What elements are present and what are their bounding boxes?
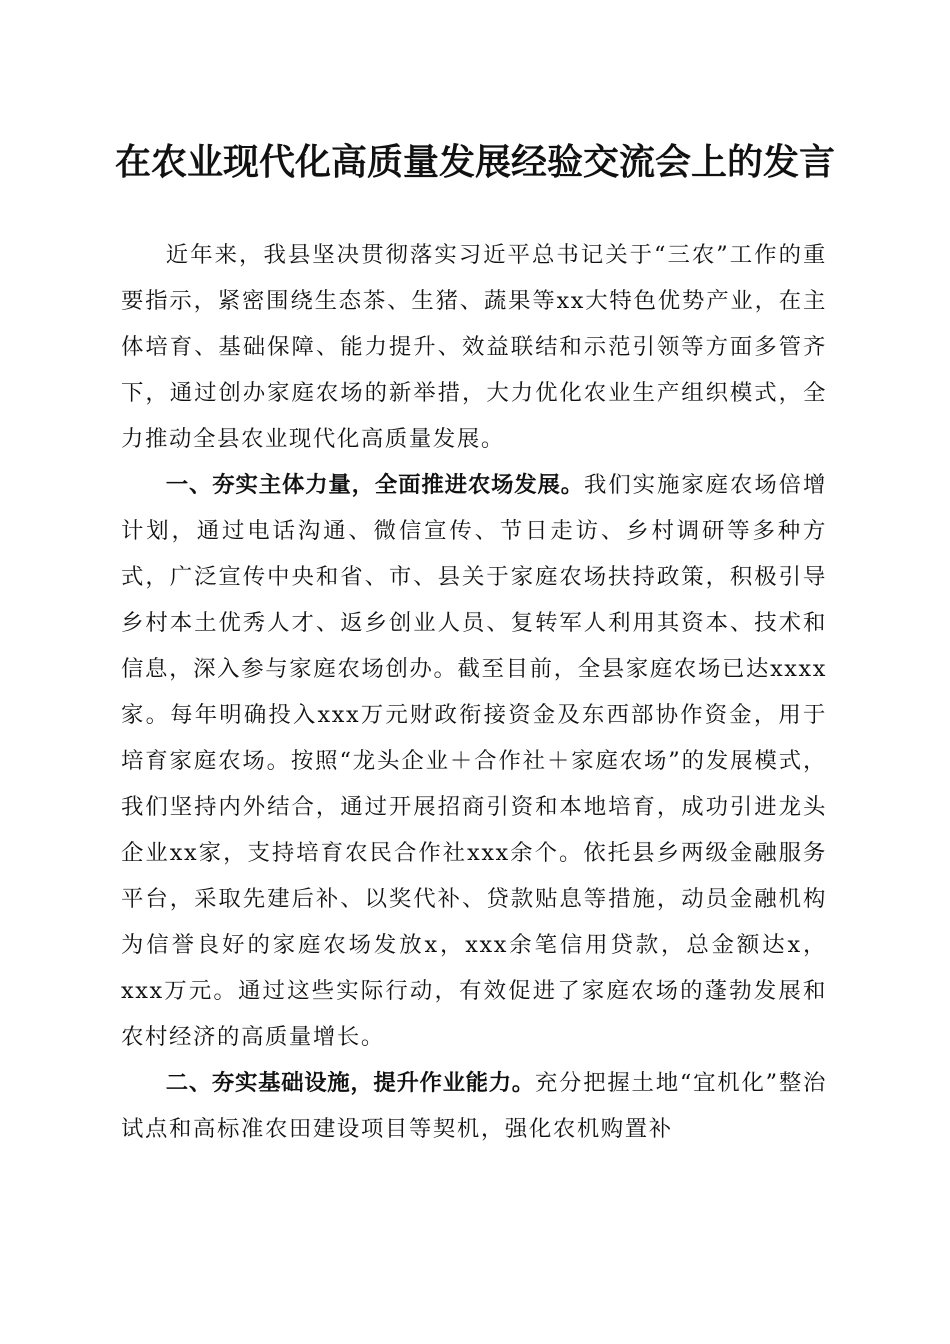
section-2-heading: 二、夯实基础设施，提升作业能力。	[165, 1070, 535, 1096]
section-1-paragraph	[121, 462, 827, 1060]
intro-paragraph	[121, 232, 827, 462]
section-2-paragraph	[121, 1060, 827, 1152]
section-1-heading: 一、夯实主体力量，全面推进农场发展。	[165, 472, 585, 498]
document-title: 在农业现代化高质量发展经验交流会上的发言	[114, 141, 835, 183]
document-body	[121, 232, 827, 1152]
section-1-text: 我们实施家庭农场倍增计划，通过电话沟通、微信宣传、节日走访、乡村调研等多种方式，广泛宣传中央和省、市、县关于家庭农场扶持政策，积极引导乡村本土优秀人才、返乡创业人员、复转军人利用其资本、技术和信息，深入参与家庭农场创办。截至目前，全县家庭农场已达xxxx家。每年明确投入xxx万元财政衔接资金及东西部协作资金，用于培育家庭农场。按照“龙头企业＋合作社＋家庭农场”的发展模式，我们坚持内外结合，通过开展招商引资和本地培育，成功引进龙头企业xx家，支持培育农民合作社xxx余个。依托县乡两级金融服务平台，采取先建后补、以奖代补、贷款贴息等措施，动员金融机构为信誉良好的家庭农场发放x，xxx余笔信用贷款，总金额达x，xxx万元。通过这些实际行动，有效促进了家庭农场的蓬勃发展和农村经济的高质量增长。	[121, 472, 828, 1050]
section-2-text: 充分把握土地“宜机化”整治试点和高标准农田建设项目等契机，强化农机购置补	[121, 1070, 828, 1142]
intro-paragraph-text: 近年来，我县坚决贯彻落实习近平总书记关于“三农”工作的重要指示，紧密围绕生态茶、生猪、蔬果等xx大特色优势产业，在主体培育、基础保障、能力提升、效益联结和示范引领等方面多管齐下，通过创办家庭农场的新举措，大力优化农业生产组织模式，全力推动全县农业现代化高质量发展。	[121, 242, 827, 452]
